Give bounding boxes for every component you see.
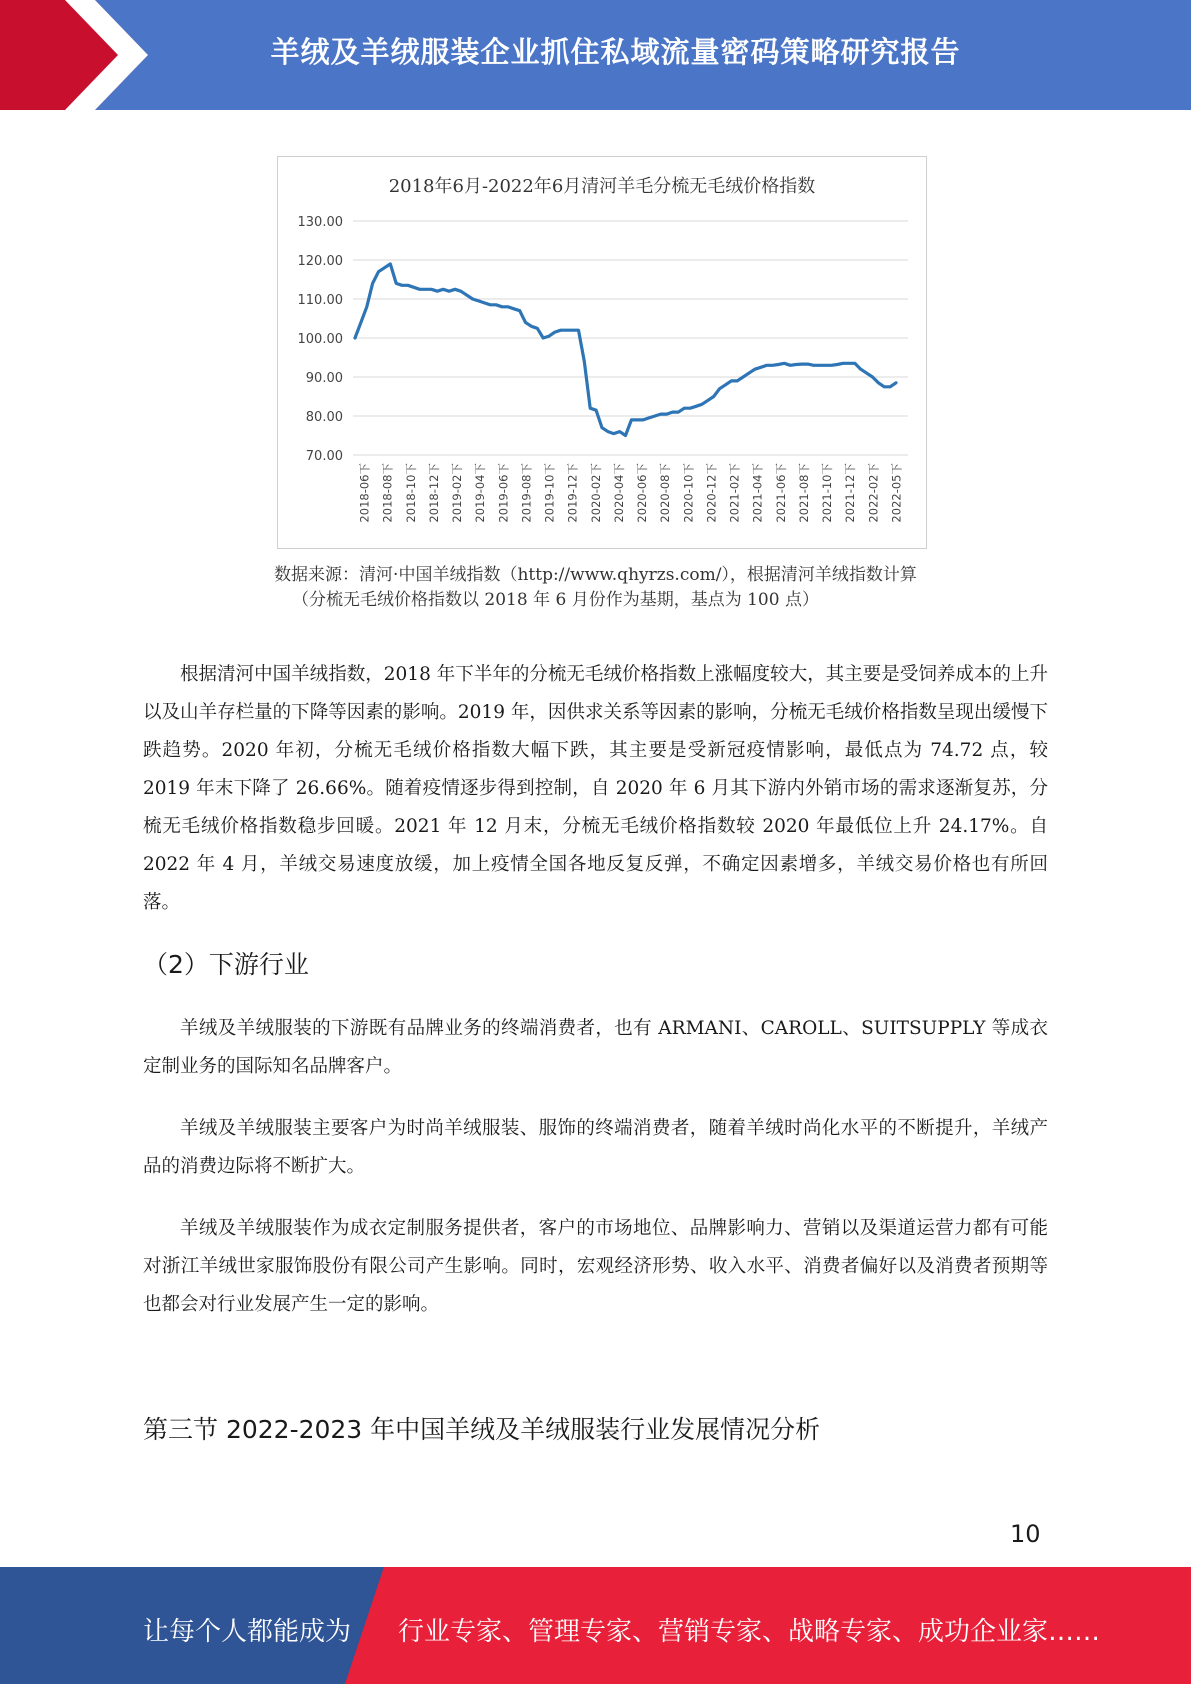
y-tick-label: 80.00 xyxy=(305,410,343,425)
y-tick-label: 100.00 xyxy=(297,332,343,347)
y-tick-label: 110.00 xyxy=(297,293,343,308)
x-tick-label: 2021-12下 xyxy=(843,463,858,523)
x-tick-label: 2019-02下 xyxy=(450,463,465,523)
x-tick-label: 2019-04下 xyxy=(473,463,488,523)
x-tick-label: 2018-12下 xyxy=(426,463,441,523)
chart-note-caption: （分梳无毛绒价格指数以 2018 年 6 月份作为基期，基点为 100 点） xyxy=(292,590,819,610)
chart-title: 2018年6月-2022年6月清河羊毛分梳无毛绒价格指数 xyxy=(388,176,816,197)
footer-slogan-right: 行业专家、管理专家、营销专家、战略专家、成功企业家…… xyxy=(398,1617,1101,1647)
x-tick-label: 2019-06下 xyxy=(496,463,511,523)
x-tick-label: 2021-10下 xyxy=(820,463,835,523)
x-tick-label: 2019-08下 xyxy=(519,463,534,523)
x-tick-label: 2022-05下 xyxy=(889,463,904,523)
x-tick-label: 2018-10下 xyxy=(403,463,418,523)
price-index-chart xyxy=(277,156,927,549)
x-tick-label: 2020-12下 xyxy=(704,463,719,523)
page-footer xyxy=(0,1567,1191,1684)
section-heading: 第三节 2022-2023 年中国羊绒及羊绒服装行业发展情况分析 xyxy=(143,1415,821,1444)
x-tick-label: 2020-02下 xyxy=(588,463,603,523)
x-tick-label: 2021-02下 xyxy=(727,463,742,523)
y-tick-label: 130.00 xyxy=(297,215,343,230)
x-tick-label: 2021-04下 xyxy=(750,463,765,523)
chart-svg xyxy=(278,157,926,548)
series-line xyxy=(355,264,896,436)
page-number: 10 xyxy=(1010,1520,1041,1548)
x-tick-label: 2021-08下 xyxy=(796,463,811,523)
x-tick-label: 2022-02下 xyxy=(866,463,881,523)
x-tick-label: 2020-10下 xyxy=(681,463,696,523)
paragraph-downstream-3: 羊绒及羊绒服装作为成衣定制服务提供者，客户的市场地位、品牌影响力、营销以及渠道运营力都有可能对浙江羊绒世家服饰股份有限公司产生影响。同时，宏观经济形势、收入水平、消费者偏好以及消费者预期等也都会对行业发展产生一定的影响。 xyxy=(143,1218,1048,1315)
x-tick-label: 2019-10下 xyxy=(542,463,557,523)
x-tick-label: 2020-06下 xyxy=(635,463,650,523)
header-title: 羊绒及羊绒服装企业抓住私域流量密码策略研究报告 xyxy=(270,35,961,69)
x-tick-label: 2020-08下 xyxy=(658,463,673,523)
y-tick-label: 120.00 xyxy=(297,254,343,269)
y-tick-label: 90.00 xyxy=(305,371,343,386)
x-tick-label: 2019-12下 xyxy=(565,463,580,523)
heading-downstream: （2）下游行业 xyxy=(143,950,309,979)
chart-source-caption: 数据来源：清河·中国羊绒指数（http://www.qhyrzs.com/），根据清河羊绒指数计算 xyxy=(274,565,917,585)
page-header xyxy=(0,0,1191,110)
paragraph-downstream-1: 羊绒及羊绒服装的下游既有品牌业务的终端消费者，也有 ARMANI、CAROLL、SUITSUPPLY 等成衣定制业务的国际知名品牌客户。 xyxy=(143,1018,1048,1077)
x-tick-label: 2020-04下 xyxy=(611,463,626,523)
x-tick-label: 2021-06下 xyxy=(773,463,788,523)
paragraph-downstream-2: 羊绒及羊绒服装主要客户为时尚羊绒服装、服饰的终端消费者，随着羊绒时尚化水平的不断提升，羊绒产品的消费边际将不断扩大。 xyxy=(143,1118,1048,1177)
footer-slogan-left: 让每个人都能成为 xyxy=(143,1617,352,1647)
y-tick-label: 70.00 xyxy=(305,449,343,464)
x-tick-label: 2018-08下 xyxy=(380,463,395,523)
x-tick-label: 2018-06下 xyxy=(357,463,372,523)
paragraph-upstream-analysis: 根据清河中国羊绒指数，2018 年下半年的分梳无毛绒价格指数上涨幅度较大，其主要是受饲养成本的上升以及山羊存栏量的下降等因素的影响。2019 年，因供求关系等因素的影响，分梳无毛绒价格指数呈现出缓慢下跌趋势。2020 年初，分梳无毛绒价格指数大幅下跌，其主要是受新冠疫情影响，最低点为 74.72 点，较 2019 年末下降了 26.66%。随着疫情逐步得到控制，自 2020 年 6 月其下游内外销市场的需求逐渐复苏，分梳无毛绒价格指数稳步回暖。2021 年 12 月末，分梳无毛绒价格指数较 2020 年最低位上升 24.17%。自 2022 年 4 月，羊绒交易速度放缓，加上疫情全国各地反复反弹，不确定因素增多，羊绒交易价格也有所回落。 xyxy=(143,664,1048,913)
